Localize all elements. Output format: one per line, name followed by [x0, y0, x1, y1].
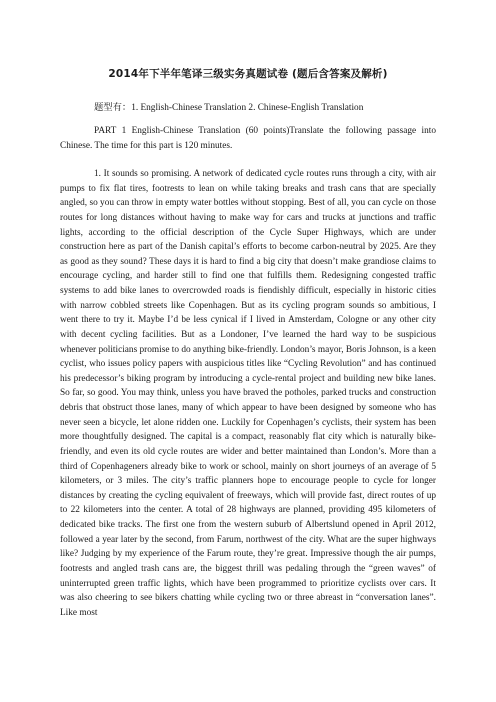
part-heading: PART 1 English-Chinese Translation (60 points)Translate the following passage into Chinese. The time for this part is 120 minutes.: [60, 126, 436, 151]
document-title: 2014年下半年笔译三级实务真题试卷 (题后含答案及解析): [108, 68, 388, 80]
passage-text: 1. It sounds so promising. A network of dedicated cycle routes runs through a city, with air pumps to fix flat tires, footrests to lean on while taking breaks and trash cans that are specially angled, so you can throw in empty water bottles without stopping. Best of all, you can cycle on those routes for long distances without having to make way for cars and trucks at junctions and traffic lights, according to the official description of the Cycle Super Highways, which are under construction here as part of the Danish capital’s efforts to become carbon-neutral by 2025. Are they as good as they sound? These days it is hard to find a big city that doesn’t make grandiose claims to encourage cycling, and harder still to find one that fulfills them. Redesigning congested traffic systems to add bike lanes to overcrowded roads is fiendishly difficult, especially in historic cities with narrow cobbled streets like Copenhagen. But as its cycling program sounds so ambitious, I went there to try it. Maybe I’d be less cynical if I lived in Amsterdam, Cologne or any other city with decent cycling facilities. But as a Londoner, I’ve learned the hard way to be suspicious whenever politicians promise to do anything bike-friendly. London’s mayor, Boris Johnson, is a keen cyclist, who issues policy papers with auspicious titles like “Cycling Revolution” and has continued his predecessor’s biking program by introducing a cycle-rental project and building new bike lanes. So far, so good. You may think, unless you have braved the potholes, parked trucks and construction debris that obstruct those lanes, many of which appear to have been designed by someone who has never seen a bicycle, let alone ridden one. Luckily for Copenhagen’s cyclists, their system has been more thoughtfully designed. The capital is a compact, reasonably flat city which is naturally bike-friendly, and even its old cycle routes are wider and better maintained than London’s. More than a third of Copenhageners already bike to work or school, mainly on short journeys of an average of 5 kilometers, or 3 miles. The city’s traffic planners hope to encourage people to cycle for longer distances by creating the cycling equivalent of freeways, which will provide fast, direct routes of up to 22 kilometers into the center. A total of 28 highways are planned, providing 495 kilometers of dedicated bike tracks. The first one from the western suburb of Albertslund opened in April 2012, followed a year later by the second, from Farum, northwest of the city. What are the super highways like? Judging by my experience of the Farum route, they’re great. Impressive though the air pumps, footrests and angled trash cans are, the biggest thrill was pedaling through the “green waves” of uninterrupted green traffic lights, which have been programmed to prioritize cyclists over cars. It was also cheering to see bikers chatting while cycling two or three abreast in “conversation lanes”. Like most: [60, 169, 436, 618]
question-types: 题型有：1. English-Chinese Translation 2. Chinese-English Translation: [94, 103, 364, 113]
